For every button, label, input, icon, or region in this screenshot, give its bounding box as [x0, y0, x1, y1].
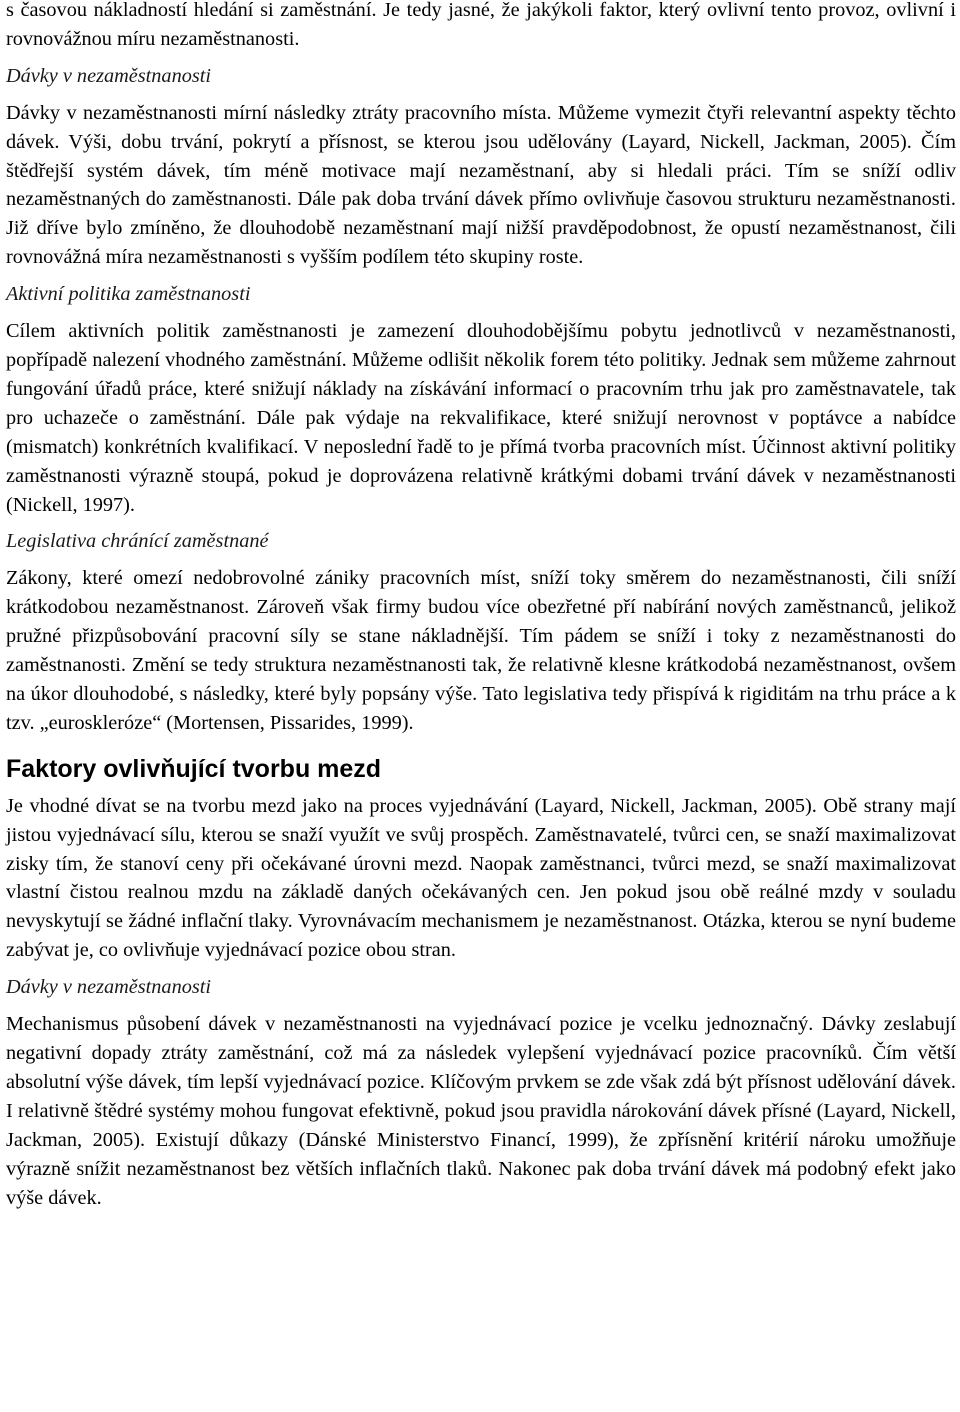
intro-paragraph: s časovou nákladností hledání si zaměstnání. Je tedy jasné, že jakýkoli faktor, který ovlivní tento provoz, ovlivní i rovnovážnou míru nezaměstnanosti. — [6, 0, 956, 50]
subheading-davky-v-nezamestnanosti: Dávky v nezaměstnanosti — [6, 64, 212, 87]
paragraph-davky-vyjednavaci-pozice: Mechanismus působení dávek v nezaměstnanosti na vyjednávací pozice je vcelku jednoznačný. Dávky zeslabují negativní dopady ztráty zaměstnání, což má za následek vylepšení vyjednávací pozice pracovníků. Čím větší absolutní výše dávek, tím lepší vyjednávací pozice. Klíčovým prvkem se zde však zdá být přísnost udělování dávek. I relativně štědré systémy mohou fungovat efektivně, pokud jsou pravidla nárokování dávek přísné (Layard, Nickell, Jackman, 2005). Existují důkazy (Dánské Ministerstvo Financí, 1999), že zpřísnění kritérií nároku umožňuje výrazně snížit nezaměstnanost bez větších inflačních tlaků. Nakonec pak doba trvání dávek má podobný efekt jako výše dávek. — [6, 1013, 956, 1209]
subheading-legislativa: Legislativa chránící zaměstnané — [6, 530, 269, 553]
paragraph-legislativa: Zákony, které omezí nedobrovolné zániky pracovních míst, sníží toky směrem do nezaměstnanosti, čili sníží krátkodobou nezaměstnanost. Zároveň však firmy budou více obezřetné pří nabírání nových zaměstnanců, jelikož pružné přizpůsobování pracovní síly se stane nákladnější. Tím pádem se sníží i toky z nezaměstnanosti do zaměstnanosti. Změní se tedy struktura nezaměstnanosti tak, že relativně klesne krátkodobá nezaměstnanost, ovšem na úkor dlouhodobé, s následky, které byly popsány výše. Tato legislativa tedy přispívá k rigiditám na trhu práce a k tzv. „euroskleróze“ (Mortensen, Pissarides, 1999). — [6, 567, 956, 734]
paragraph-tvorba-mezd: Je vhodné dívat se na tvorbu mezd jako na proces vyjednávání (Layard, Nickell, Jackman, 2005). Obě strany mají jistou vyjednávací sílu, kterou se snaží využít ve svůj prospěch. Zaměstnavatelé, tvůrci cen, se snaží maximalizovat zisky tím, že stanoví ceny při očekávané úrovni mezd. Naopak zaměstnanci, tvůrci mezd, se snaží maximalizovat vlastní čistou realnou mzdu na základě daných očekávaných cen. Jen pokud jsou obě reálné mzdy v souladu nevyskytují se žádné inflační tlaky. Vyrovnávacím mechanismem je nezaměstnanost. Otázka, kterou se nyní budeme zabývat je, co ovlivňuje vyjednávací pozice obou stran. — [6, 794, 956, 962]
document-page — [6, 0, 956, 1220]
paragraph-aktivni-politika: Cílem aktivních politik zaměstnanosti je zamezení dlouhodobějšímu pobytu jednotlivců v nezaměstnanosti, popřípadě nalezení vhodného zaměstnání. Můžeme odlišit několik forem této politiky. Jednak sem můžeme zahrnout fungování úřadů práce, které snižují náklady na získávání informací o pracovním trhu jak pro zaměstnavatele, tak pro uchazeče o zaměstnání. Dále pak výdaje na rekvalifikace, které snižují nerovnost v poptávce a nabídce (mismatch) konkrétních kvalifikací. V neposlední řadě to je přímá tvorba pracovních míst. Účinnost aktivní politiky zaměstnanosti výrazně stoupá, pokud je doprovázena relativně krátkými dobami trvání dávek v nezaměstnanosti (Nickell, 1997). — [6, 320, 956, 516]
paragraph-davky-v-nezamestnanosti: Dávky v nezaměstnanosti mírní následky ztráty pracovního místa. Můžeme vymezit čtyři relevantní aspekty těchto dávek. Výši, dobu trvání, pokrytí a přísnost, se kterou jsou udělovány (Layard, Nickell, Jackman, 2005). Čím štědřejší systém dávek, tím méně motivace mají nezaměstnaní, aby si hledali práci. Tím se sníží odliv nezaměstnaných do zaměstnanosti. Dále pak doba trvání dávek přímo ovlivňuje časovou strukturu nezaměstnanosti. Již dříve bylo zmíněno, že dlouhodobě nezaměstnaní mají nižší pravděpodobnost, že opustí nezaměstnanost, čili rovnovážná míra nezaměstnanosti s vyšším podílem této skupiny roste. — [6, 101, 956, 269]
subheading-davky-v-nezamestnanosti-2: Dávky v nezaměstnanosti — [6, 976, 212, 999]
section-heading: Faktory ovlivňující tvorbu mezd — [6, 754, 382, 783]
subheading-aktivni-politika: Aktivní politika zaměstnanosti — [6, 283, 251, 306]
